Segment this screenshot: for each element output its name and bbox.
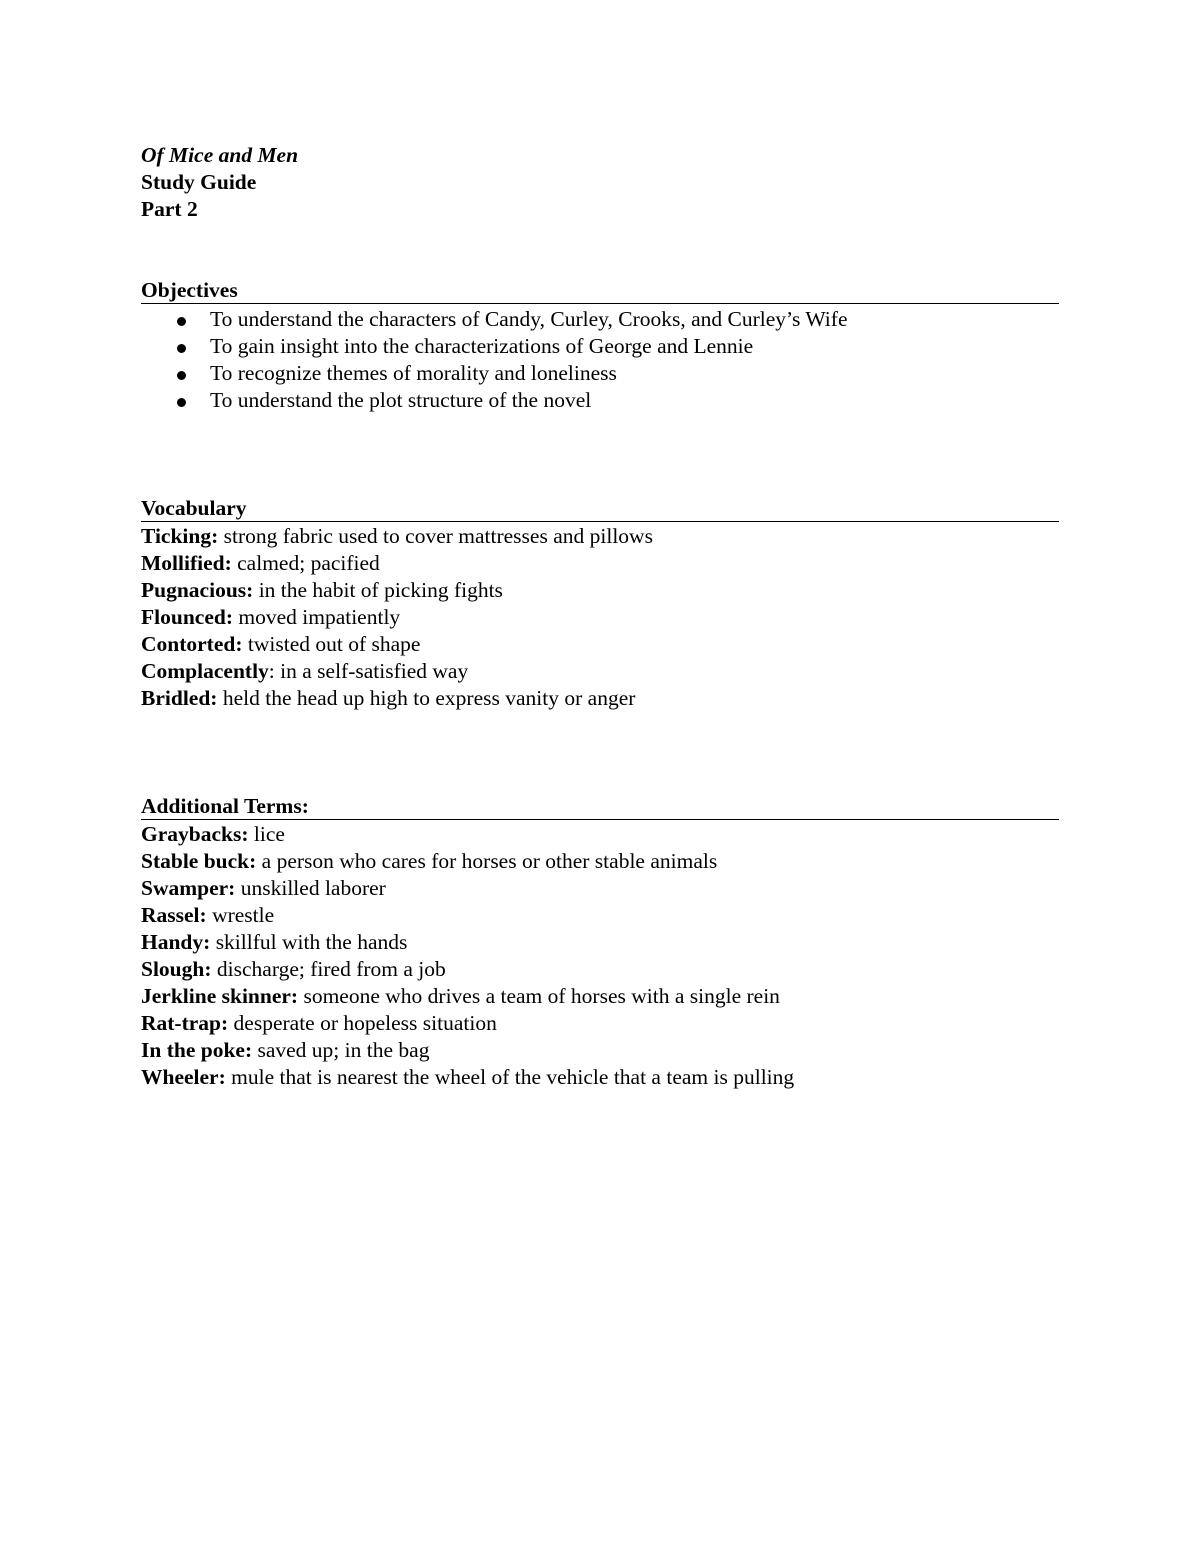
bullet-icon	[177, 317, 186, 326]
additional-term: In the poke:	[141, 1038, 253, 1062]
additional-terms-heading: Additional Terms:	[141, 793, 1059, 820]
additional-term-definition: wrestle	[206, 903, 275, 927]
additional-term-definition: skillful with the hands	[210, 930, 408, 954]
list-item	[141, 387, 1059, 414]
bullet-icon	[177, 398, 186, 407]
vocabulary-entry	[141, 604, 1059, 631]
vocabulary-definition: twisted out of shape	[242, 632, 421, 656]
additional-term: Handy:	[141, 930, 211, 954]
additional-term: Slough:	[141, 957, 212, 981]
vocabulary-definition: held the head up high to express vanity or anger	[217, 686, 636, 710]
additional-term: Swamper:	[141, 876, 236, 900]
document-page	[141, 142, 1059, 1091]
additional-term: Rassel:	[141, 903, 207, 927]
document-title: Of Mice and Men	[141, 143, 299, 167]
additional-term-entry	[141, 929, 1059, 956]
additional-term: Jerkline skinner:	[141, 984, 299, 1008]
vocabulary-term: Ticking:	[141, 524, 219, 548]
additional-term-definition: someone who drives a team of horses with a single rein	[298, 984, 780, 1008]
objectives-section	[141, 277, 1059, 414]
vocabulary-term: Pugnacious:	[141, 578, 254, 602]
additional-terms-section	[141, 793, 1059, 1091]
additional-term-definition: mule that is nearest the wheel of the vehicle that a team is pulling	[225, 1065, 795, 1089]
vocabulary-term: Mollified:	[141, 551, 232, 575]
document-part: Part 2	[141, 197, 198, 221]
vocabulary-definition: in the habit of picking fights	[253, 578, 503, 602]
additional-term-definition: discharge; fired from a job	[211, 957, 446, 981]
vocabulary-term: Complacently	[141, 659, 269, 683]
vocabulary-term: Contorted:	[141, 632, 243, 656]
additional-term-definition: unskilled laborer	[235, 876, 386, 900]
vocabulary-entry	[141, 658, 1059, 685]
additional-term: Stable buck:	[141, 849, 257, 873]
additional-term-entry	[141, 902, 1059, 929]
additional-term-entry	[141, 821, 1059, 848]
objective-text: To understand the plot structure of the novel	[210, 388, 592, 412]
objective-text: To recognize themes of morality and loneliness	[210, 361, 617, 385]
additional-term-entry	[141, 875, 1059, 902]
vocabulary-entry	[141, 550, 1059, 577]
list-item	[141, 360, 1059, 387]
additional-term-entry	[141, 1010, 1059, 1037]
additional-term: Rat-trap:	[141, 1011, 229, 1035]
vocabulary-entry	[141, 685, 1059, 712]
vocabulary-definition: : in a self-satisfied way	[268, 659, 469, 683]
additional-term-definition: a person who cares for horses or other stable animals	[256, 849, 718, 873]
bullet-icon	[177, 371, 186, 380]
vocabulary-list	[141, 523, 1059, 712]
vocabulary-entry	[141, 577, 1059, 604]
additional-term-definition: lice	[248, 822, 285, 846]
additional-term-definition: saved up; in the bag	[252, 1038, 430, 1062]
additional-term-entry	[141, 848, 1059, 875]
list-item	[141, 306, 1059, 333]
vocabulary-term: Bridled:	[141, 686, 218, 710]
vocabulary-term: Flounced:	[141, 605, 233, 629]
objectives-list	[141, 306, 1059, 414]
additional-term: Wheeler:	[141, 1065, 226, 1089]
vocabulary-entry	[141, 631, 1059, 658]
vocabulary-definition: moved impatiently	[232, 605, 401, 629]
objectives-heading: Objectives	[141, 277, 1059, 304]
vocabulary-heading: Vocabulary	[141, 495, 1059, 522]
list-item	[141, 333, 1059, 360]
vocabulary-definition: strong fabric used to cover mattresses and pillows	[218, 524, 653, 548]
vocabulary-entry	[141, 523, 1059, 550]
additional-term-definition: desperate or hopeless situation	[228, 1011, 497, 1035]
document-header	[141, 142, 1059, 223]
vocabulary-section	[141, 495, 1059, 712]
additional-term-entry	[141, 983, 1059, 1010]
additional-terms-list	[141, 821, 1059, 1091]
additional-term-entry	[141, 956, 1059, 983]
additional-term-entry	[141, 1037, 1059, 1064]
vocabulary-definition: calmed; pacified	[231, 551, 380, 575]
objective-text: To gain insight into the characterizations of George and Lennie	[210, 334, 754, 358]
bullet-icon	[177, 344, 186, 353]
additional-term: Graybacks:	[141, 822, 249, 846]
document-subtitle: Study Guide	[141, 170, 257, 194]
objective-text: To understand the characters of Candy, Curley, Crooks, and Curley’s Wife	[210, 307, 848, 331]
additional-term-entry	[141, 1064, 1059, 1091]
